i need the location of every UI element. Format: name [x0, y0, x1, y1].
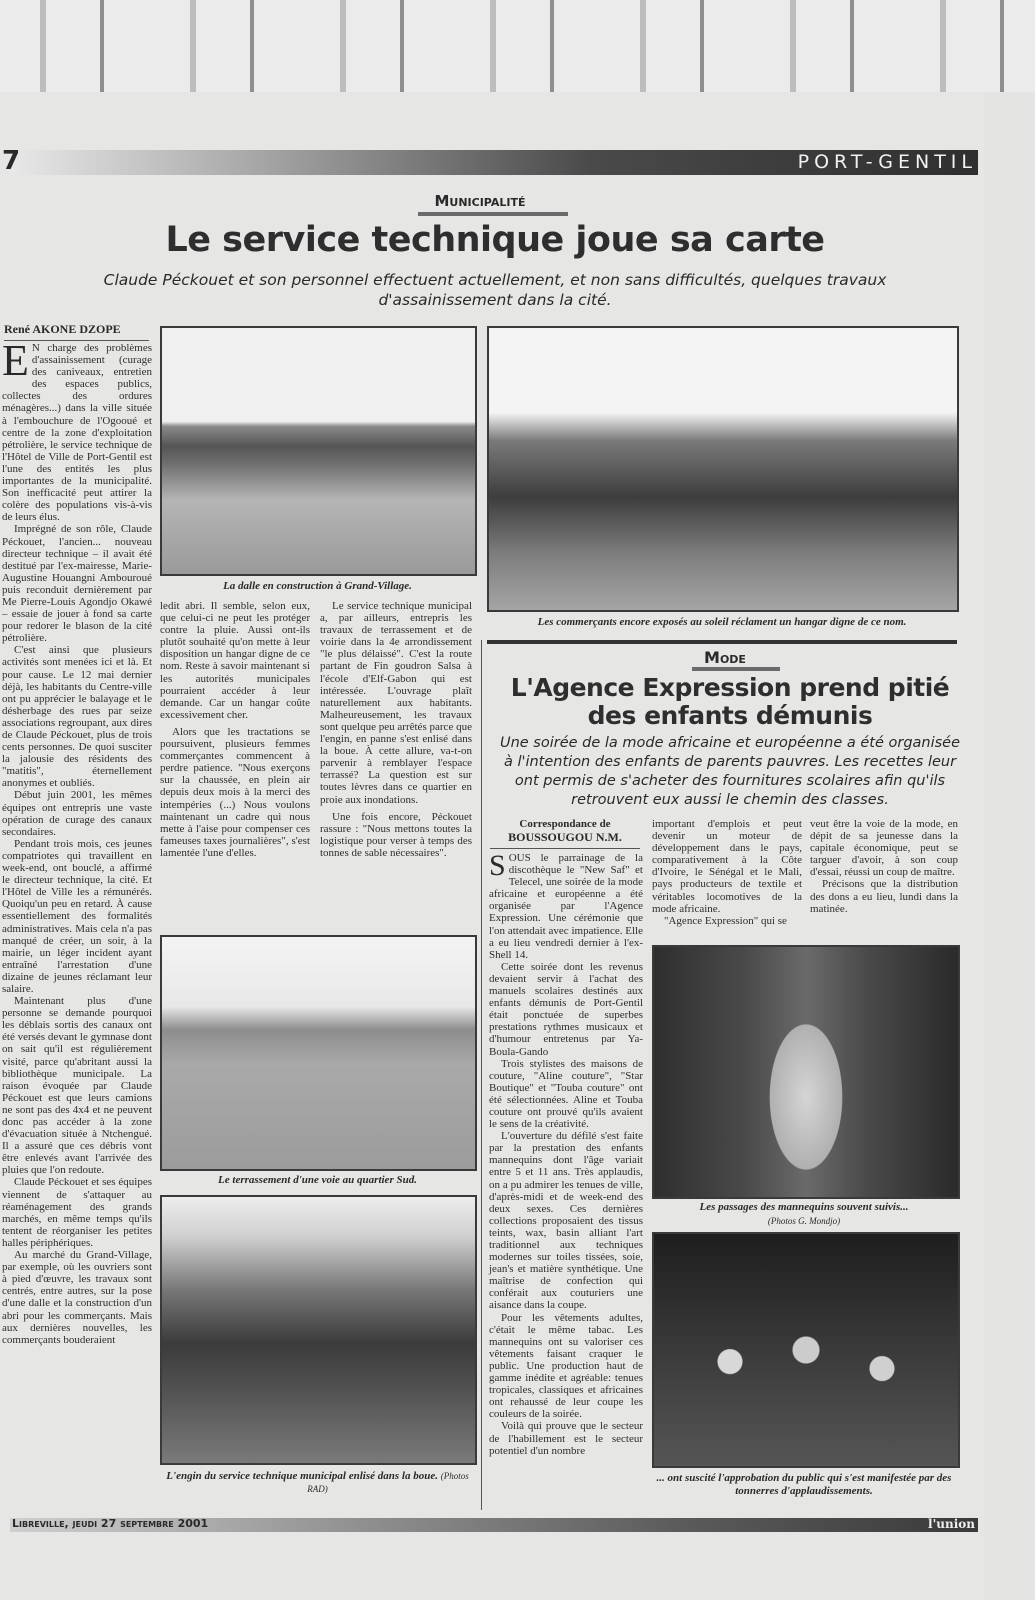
paragraph: Cette soirée dont les revenus devaient servir à l'achat des manuels scolaires destinés aux enfants démunis de Port-Gentil était ponctuée de superbes prestations rythmes musicaux et d'humour entretenus par Ya-Boula-Gando [489, 960, 643, 1058]
paragraph: Imprégné de son rôle, Claude Péckouet, l'ancien... nouveau directeur technique – il avait été destitué par l'ex-mairesse, Marie-Augustine Houangni Ambouroué puis reconduit dernièrement par Me Pierre-Louis Agondjo Okawé – essaie de jouer à fond sa carte pour redorer le blason de la cité pétrolière. [2, 523, 152, 645]
article1-kicker-rule [418, 212, 568, 216]
article1-headline: Le service technique joue sa carte [165, 220, 825, 260]
photo-audience [652, 1232, 960, 1468]
article2-headline: L'Agence Expression prend pitié des enfants démunis [510, 673, 950, 730]
paragraph: Maintenant plus d'une personne se demande pourquoi les déblais sortis des canaux ont été versés devant le gymnase dont on sait qu'il est régulièrement visité, parce qu'abritant aussi la bibliothèque municipale. La raison évoquée par Claude Péckouet est que leurs camions ne sont pas des 4x4 et ne peuvent donc pas accéder à la zone d'évacuation située à Ntchengué. Il a assuré que ces débris vont être enlevés avant l'arrivée des pluies que l'on redoute. [2, 995, 152, 1177]
article1-kicker: Municipalité [434, 192, 526, 210]
caption-photo-market: Les commerçants encore exposés au soleil réclament un hangar digne de ce nom. [537, 616, 907, 628]
paragraph: Alors que les tractations se poursuivent, plusieurs femmes commerçantes commencent à perdre patience. "Nous exerçons sur la chaussée, en plein air depuis deux mois à la merci des intempéries (...) Nous voulons maintenant un cadre qui nous mette à l'aise pour compenser ces fameuses taxes journalières", s'est lamentée l'une d'elles. [160, 725, 310, 859]
paragraph: OUS le parrainage de la discothèque le "New Saf" et Telecel, une soirée de la mode africaine et européenne a été organisée par l'Agence Expression. Une cérémonie que l'on attendait avec impatience. Elle a eu lieu vendredi dernier à l'ex-Shell 14. [489, 852, 643, 961]
article2-deck: Une soirée de la mode africaine et européenne a été organisée à l'intention des enfants de parents pauvres. Les recettes leur ont permis de s'acheter des fournitures scolaires afin qu'ils retrouvent eux aussi le chemin des classes. [499, 735, 961, 808]
section-title: PORT-GENTIL [797, 151, 977, 173]
photo-credit: (Photos G. Mondjo) [767, 1216, 841, 1226]
paragraph: Trois stylistes des maisons de couture, "Aline couture", "Star Boutique" et "Touba couture" ont été sélectionnées. Aline et Touba couture ont prouvé qu'ils avaient le sens de la créativité. [489, 1057, 643, 1131]
paragraph: Au marché du Grand-Village, par exemple, où les ouvriers sont à pied d'œuvre, les travaux sont centrés, entre autres, sur la pose d'une dalle et la construction d'un abri pour les commerçants. Mais aux dernières nouvelles, les commerçants bouderaient [2, 1249, 152, 1346]
paragraph: Le service technique municipal a, par ailleurs, entrepris les travaux de terrassement et de voirie dans la 4e arrondissement "le plus délaissé". C'est la route partant de Fin goudron Salsa à l'école d'Elf-Gabon qui est intéressée. L'ouvrage plaît naturellement aux habitants. Malheureusement, les travaux sont quelque peu arrêtés parce que l'engin, en panne s'est enlisé dans la boue. À cette allure, va-t-on parvenir à remblayer l'espace terrassé? La question est sur toutes lèvres dans ce quartier en proie aux inondations. [320, 600, 472, 806]
paragraph: Précisons que la distribution des dons a eu lieu, lundi dans la matinée. [810, 878, 958, 915]
article2-left-rule [481, 640, 482, 1510]
article1-deck: Claude Péckouet et son personnel effectuent actuellement, et non sans difficultés, quelques travaux d'assainissement dans la cité. [103, 271, 887, 309]
caption-photo-audience: ... ont suscité l'approbation du public qui s'est manifestée par des tonnerres d'applaudissements. [656, 1472, 952, 1497]
footer-dateline: Libreville, jeudi 27 septembre 2001 [12, 1517, 209, 1530]
article2-dropcap: S [489, 849, 506, 882]
paragraph: veut être la voie de la mode, en dépit de sa jeunesse dans la capitale économique, peut se targuer d'avoir, à son coup d'essai, réussi un coup de maître. [810, 818, 958, 879]
paragraph: ledit abri. Il semble, selon eux, que celui-ci ne peut les protéger contre la pluie. Aussi ont-ils plutôt souhaité qu'on mette à leur disposition un hangar digne de ce nom. Reste à savoir maintenant si les autorités municipales pourraient accéder à leur demande. Car un hangar coûte excessivement cher. [160, 600, 310, 721]
photo-construction-grand-village [160, 326, 477, 576]
paragraph: important d'emplois et peut devenir un moteur de développement dans le pays, comparativement à la Côte d'Ivoire, le Sénégal et le Mali, pays producteurs de textile et véritables locomotives de la mode africaine. [652, 818, 802, 915]
article2-column-3 [810, 818, 958, 915]
article2-kicker: Mode [704, 648, 746, 667]
caption-text: L'engin du service technique municipal enlisé dans la boue. [166, 1470, 438, 1482]
paragraph: L'ouverture du défilé s'est faite par la prestation des enfants mannequins dont l'âge variait entre 5 et 11 ans. Très applaudis, on a pu admirer les tenues de ville, d'après-midi et de week-end des deux sexes. Ces dernières collections proposaient des tissus teints, wax, basin alliant l'art traditionnel aux techniques modernes sur toiles tissées, soie, jean's et matière synthétique. Une maîtrise de confection qui conférait aux couturiers une aisance dans la coupe. [489, 1130, 643, 1312]
article1-column-1 [2, 336, 152, 1346]
article1-dropcap: E [2, 336, 29, 385]
article2-column-1 [489, 849, 643, 1457]
article2-kicker-rule [692, 667, 780, 671]
photo-credit: (Photos RAD) [307, 1471, 469, 1494]
article1-column-3 [320, 600, 472, 859]
paragraph: N charge des problèmes d'assainissement (curage des caniveaux, entretien des espaces publics, collectes des ordures ménagères...) dans la ville située à l'embouchure de l'Ogooué et centre de la zone d'exploitation pétrolière, le service technique de l'Hôtel de Ville de Port-Gentil est l'une des entités les plus importantes de la municipalité. Son inefficacité peut attirer la colère des populations vis-à-vis de leurs élus. [2, 342, 152, 524]
article1-byline: René AKONE DZOPE [4, 322, 149, 341]
caption-photo-road: Le terrassement d'une voie au quartier Sud. [218, 1174, 417, 1186]
paragraph: Début juin 2001, les mêmes équipes ont entrepris une vaste opération de curage des canaux secondaires. [2, 789, 152, 838]
paragraph: Voilà qui prouve que le secteur de l'habillement est le secteur potentiel d'un nombre [489, 1420, 643, 1457]
paragraph: Pour les vêtements adultes, c'était le même tabac. Les mannequins ont su valoriser ces vêtements faisant craquer le public. Une production haut de gamme inédite et agréable: tenues tropicales, classiques et africaines ont rehaussé de leur coupe les couleurs de la soirée. [489, 1311, 643, 1421]
article2-top-rule [487, 640, 957, 644]
photo-market-traders [487, 326, 959, 612]
caption-photo-construction: La dalle en construction à Grand-Village. [223, 580, 412, 592]
article1-column-2 [160, 600, 310, 859]
caption-photo-bulldozer [160, 1470, 475, 1495]
photo-road-earthworks [160, 935, 477, 1171]
caption-photo-model: Les passages des mannequins souvent suivis... [699, 1201, 909, 1213]
paragraph: C'est ainsi que plusieurs activités sont menées ici et là. Et pour cause. Le 12 mai dernier déjà, les habitants du Centre-ville ont pu apprécier le balayage et le désherbage des rues par seize associations regroupant, aux dires de Claude Péckouet, plus de trois cents personnes. De quoi susciter la jalousie des résidents des "matitis", éternellement anonymes et oubliés. [2, 644, 152, 790]
page-number: 7 [2, 146, 21, 176]
paragraph: Pendant trois mois, ces jeunes compatriotes qui travaillent en week-end, ont bouclé, a affirmé le directeur technique, la cité. Et l'Hôtel de Ville les a rémunérés. Quoiqu'un peu en retard. À cause essentiellement des formalités administratives. Mais cela n'a pas manqué de créer, un soir, à la mairie, un léger incident ayant entraîné l'arrestation d'une dizaine de jeunes réclamant leur salaire. [2, 837, 152, 995]
scan-top-edge [0, 0, 1035, 92]
article2-byline [490, 818, 640, 849]
article2-column-2 [652, 818, 802, 927]
photo-runway-model [652, 945, 960, 1199]
paragraph: Claude Péckouet et ses équipes viennent de s'attaquer au réaménagement des grands marchés, en même temps qu'ils tentent de réorganiser les petites halles périphériques. [2, 1176, 152, 1249]
paragraph: "Agence Expression" qui se [664, 914, 787, 927]
newspaper-brand: l'union [928, 1517, 975, 1531]
paragraph: Une fois encore, Péckouet rassure : "Nous mettons toutes la logistique pour verser à temps des tonnes de sable nécessaires". [320, 810, 472, 859]
byline-author: BOUSSOUGOU N.M. [508, 830, 622, 844]
byline-label: Correspondance de [519, 818, 611, 830]
photo-bulldozer-mud [160, 1195, 477, 1465]
